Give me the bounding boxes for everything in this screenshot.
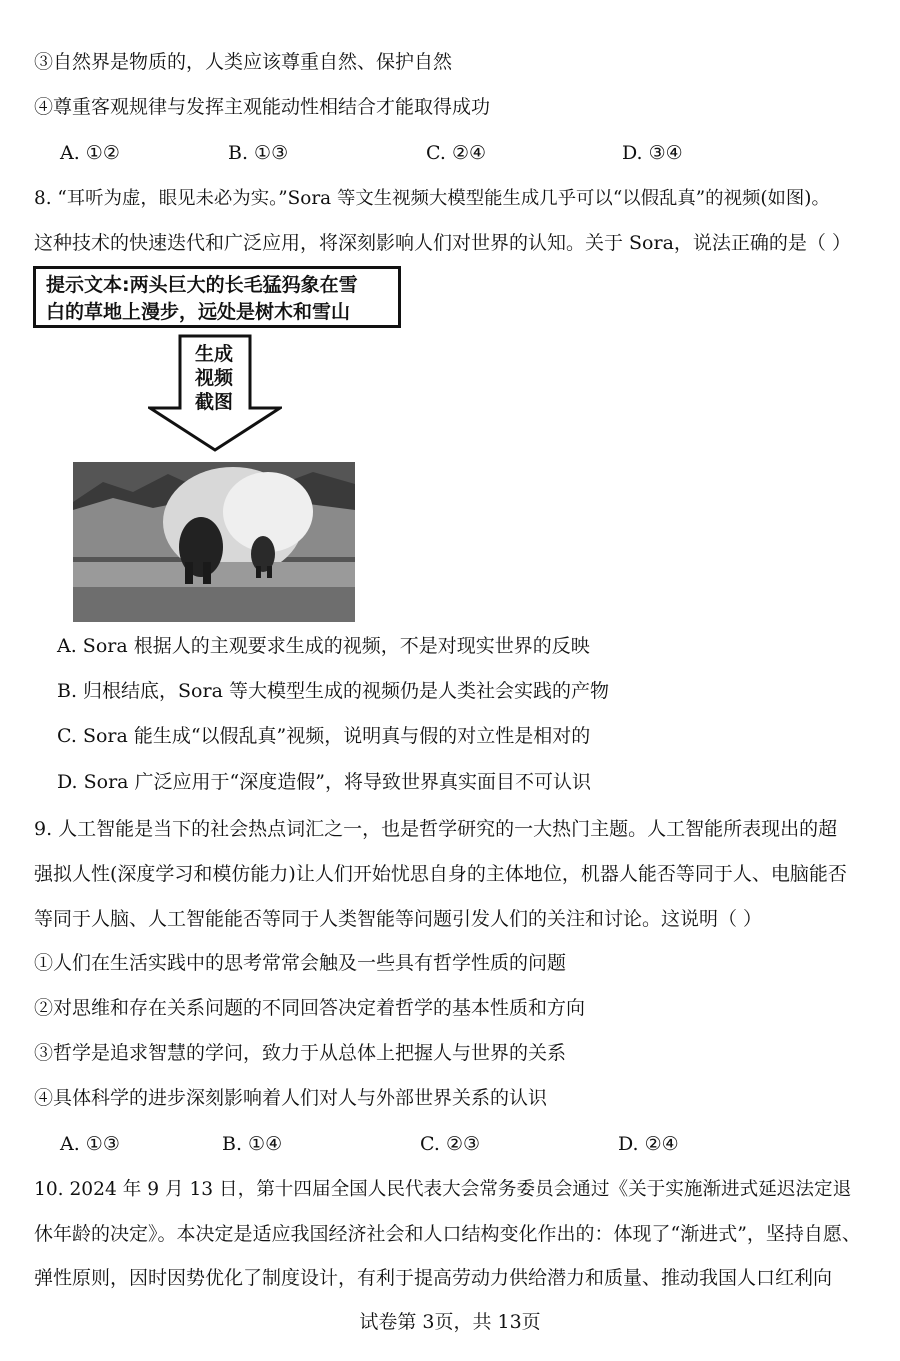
prompt-text-line2: 白的草地上漫步，远处是树木和雪山 [46, 301, 351, 323]
q9-statement-4: ④具体科学的进步深刻影响着人们对人与外部世界关系的认识 [34, 1087, 548, 1109]
q8-stem-line1: 8. “耳听为虚，眼见未必为实。”Sora 等文生视频大模型能生成几乎可以“以假乱真”的视频(如图)。 [34, 188, 830, 209]
q7-option-b: B. ①③ [228, 142, 289, 164]
prompt-text-box [33, 266, 401, 328]
q7-statement-3: ③自然界是物质的，人类应该尊重自然、保护自然 [34, 51, 453, 73]
q9-stem-line1: 9. 人工智能是当下的社会热点词汇之一，也是哲学研究的一大热门主题。人工智能所表现出的超 [34, 818, 838, 840]
q9-statement-2: ②对思维和存在关系问题的不同回答决定着哲学的基本性质和方向 [34, 997, 586, 1019]
arrow-label-line2: 视频 [194, 367, 233, 389]
q8-option-b: B. 归根结底，Sora 等大模型生成的视频仍是人类社会实践的产物 [57, 680, 609, 702]
arrow-label [186, 342, 242, 414]
q9-stem-line2: 强拟人性(深度学习和模仿能力)让人们开始忧思自身的主体地位，机器人能否等同于人、电脑能否 [34, 863, 847, 885]
page-footer: 试卷第 3页，共 13页 [359, 1311, 541, 1333]
q8-stem-line2: 这种技术的快速迭代和广泛应用，将深刻影响人们对世界的认知。关于 Sora，说法正确的是（ ） [34, 232, 851, 254]
q10-stem-line1: 10. 2024 年 9 月 13 日，第十四届全国人民代表大会常务委员会通过《关于实施渐进式延迟法定退 [34, 1179, 852, 1200]
q7-option-a: A. ①② [60, 142, 120, 164]
q8-option-c: C. Sora 能生成“以假乱真”视频，说明真与假的对立性是相对的 [57, 725, 591, 747]
q9-option-d: D. ②④ [618, 1133, 679, 1155]
q9-statement-1: ①人们在生活实践中的思考常常会触及一些具有哲学性质的问题 [34, 952, 567, 974]
q7-option-c: C. ②④ [426, 142, 487, 164]
q7-statement-4: ④尊重客观规律与发挥主观能动性相结合才能取得成功 [34, 96, 491, 118]
prompt-text-line1: 提示文本:两头巨大的长毛猛犸象在雪 [46, 274, 358, 296]
mammoth-video-screenshot [73, 462, 355, 622]
q10-stem-line3: 弹性原则，因时因势优化了制度设计，有利于提高劳动力供给潜力和质量、推动我国人口红利向 [34, 1267, 833, 1289]
q8-option-a: A. Sora 根据人的主观要求生成的视频，不是对现实世界的反映 [57, 635, 590, 657]
q8-option-d: D. Sora 广泛应用于“深度造假”，将导致世界真实面目不可认识 [57, 771, 591, 793]
q9-statement-3: ③哲学是追求智慧的学问，致力于从总体上把握人与世界的关系 [34, 1042, 567, 1064]
q9-stem-line3: 等同于人脑、人工智能能否等同于人类智能等问题引发人们的关注和讨论。这说明（ ） [34, 908, 763, 930]
arrow-label-line1: 生成 [194, 343, 233, 365]
q9-option-c: C. ②③ [420, 1133, 481, 1155]
q7-option-d: D. ③④ [622, 142, 683, 164]
arrow-label-line3: 截图 [194, 391, 233, 413]
q10-stem-line2: 休年龄的决定》。本决定是适应我国经济社会和人口结构变化作出的：体现了“渐进式”，坚持自愿、 [34, 1223, 861, 1245]
q9-option-b: B. ①④ [222, 1133, 283, 1155]
q9-option-a: A. ①③ [60, 1133, 120, 1155]
